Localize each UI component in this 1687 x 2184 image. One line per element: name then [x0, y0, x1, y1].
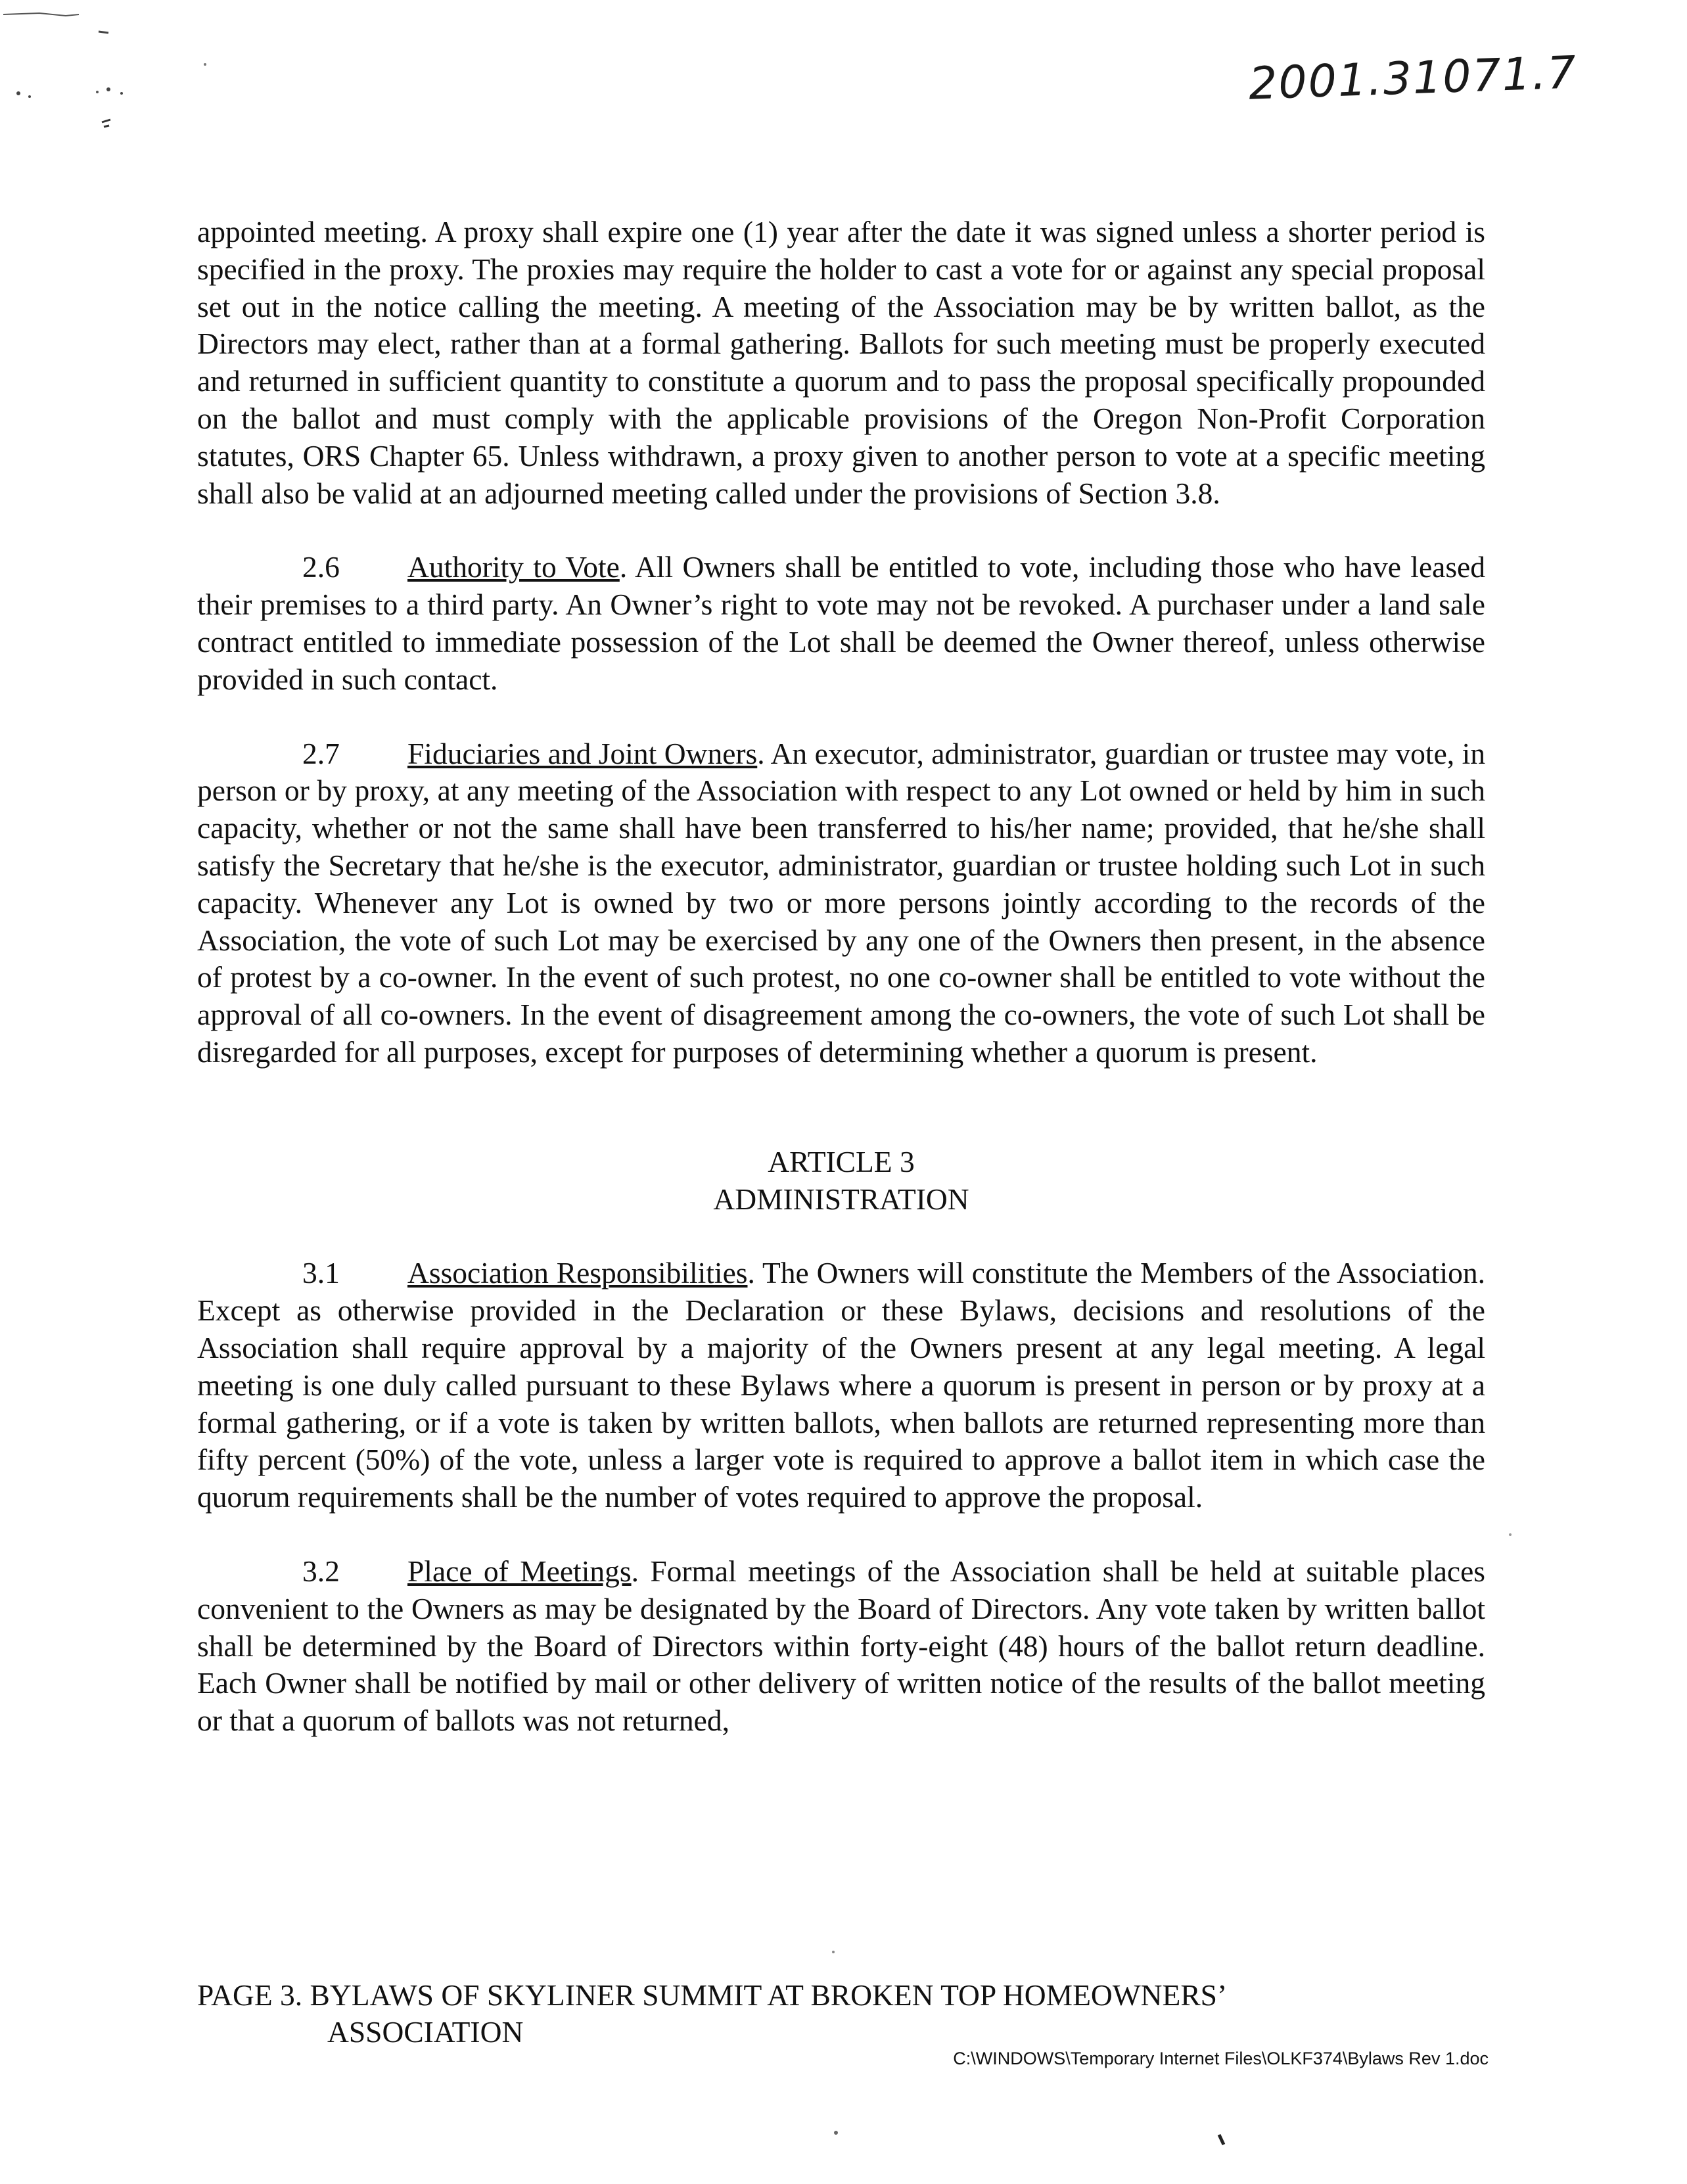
section-3-2	[197, 1553, 1485, 1740]
page-body	[197, 214, 1485, 1740]
footer-title-line1: PAGE 3. BYLAWS OF SKYLINER SUMMIT AT BROKEN TOP HOMEOWNERS’	[197, 1978, 1228, 2012]
section-3-1	[197, 1255, 1485, 1516]
section-text: . The Owners will constitute the Members of the Association. Except as otherwise provided in the Declaration or these Bylaws, decisions and resolutions of the Association shall require approval by a majority of the Owners present at any legal meeting. A legal meeting is one duly called pursuant to these Bylaws where a quorum is present in person or by proxy at a formal gathering, or if a vote is taken by written ballots, when ballots are returned representing more than fifty percent (50%) of the vote, unless a larger vote is required to approve a ballot item in which case the quorum requirements shall be the number of votes required to approve the proposal.	[197, 1256, 1485, 1514]
intro-paragraph: appointed meeting. A proxy shall expire one (1) year after the date it was signed unless a shorter period is specified in the proxy. The proxies may require the holder to cast a vote for or against any special proposal set out in the notice calling the meeting. A meeting of the Association may be by written ballot, as the Directors may elect, rather than at a formal gathering. Ballots for such meeting must be properly executed and returned in sufficient quantity to constitute a quorum and to pass the proposal specifically propounded on the ballot and must comply with the applicable provisions of the Oregon Non-Profit Corporation statutes, ORS Chapter 65. Unless withdrawn, a proxy given to another person to vote at a specific meeting shall also be valid at an adjourned meeting called under the provisions of Section 3.8.	[197, 215, 1485, 510]
section-number: 3.2	[302, 1554, 340, 1588]
article-heading	[197, 1144, 1485, 1219]
section-heading: Association Responsibilities	[407, 1256, 748, 1290]
section-2-7	[197, 735, 1485, 1071]
handwritten-document-number: 2001.31071.7	[1247, 47, 1579, 110]
footer-title-line2: ASSOCIATION	[327, 2015, 524, 2049]
section-text: . Formal meetings of the Association shall be held at suitable places convenient to the Owners as may be designated by the Board of Directors. Any vote taken by written ballot shall be determined by the Board of Directors within forty-eight (48) hours of the ballot return deadline. Each Owner shall be notified by mail or other delivery of written notice of the results of the ballot meeting or that a quorum of ballots was not returned,	[197, 1554, 1485, 1738]
footer-file-path: C:\WINDOWS\Temporary Internet Files\OLKF374\Bylaws Rev 1.doc	[953, 2049, 1489, 2068]
section-number: 3.1	[302, 1256, 340, 1290]
section-heading: Authority to Vote	[407, 550, 620, 584]
page-footer	[197, 1977, 1505, 2051]
article-label: ARTICLE 3	[768, 1144, 915, 1178]
section-number: 2.6	[302, 550, 340, 584]
section-heading: Fiduciaries and Joint Owners	[407, 736, 758, 770]
section-heading: Place of Meetings	[407, 1554, 632, 1588]
section-number: 2.7	[302, 736, 340, 770]
article-title: ADMINISTRATION	[713, 1182, 969, 1216]
section-text: . An executor, administrator, guardian or trustee may vote, in person or by proxy, at any meeting of the Association with respect to any Lot owned or held by him in such capacity, whether or not the same shall have been transferred to his/her name; provided, that he/she shall satisfy the Secretary that he/she is the executor, administrator, guardian or trustee holding such Lot in such capacity. Whenever any Lot is owned by two or more persons jointly according to the records of the Association, the vote of such Lot may be exercised by any one of the Owners then present, in the absence of protest by a co-owner. In the event of such protest, no one co-owner shall be entitled to vote without the approval of all co-owners. In the event of disagreement among the co-owners, the vote of such Lot shall be disregarded for all purposes, except for purposes of determining whether a quorum is present.	[197, 736, 1485, 1069]
section-text: . All Owners shall be entitled to vote, including those who have leased their premises to a third party. An Owner’s right to vote may not be revoked. A purchaser under a land sale contract entitled to immediate possession of the Lot shall be deemed the Owner thereof, unless otherwise provided in such contact.	[197, 550, 1485, 696]
section-2-6	[197, 549, 1485, 698]
